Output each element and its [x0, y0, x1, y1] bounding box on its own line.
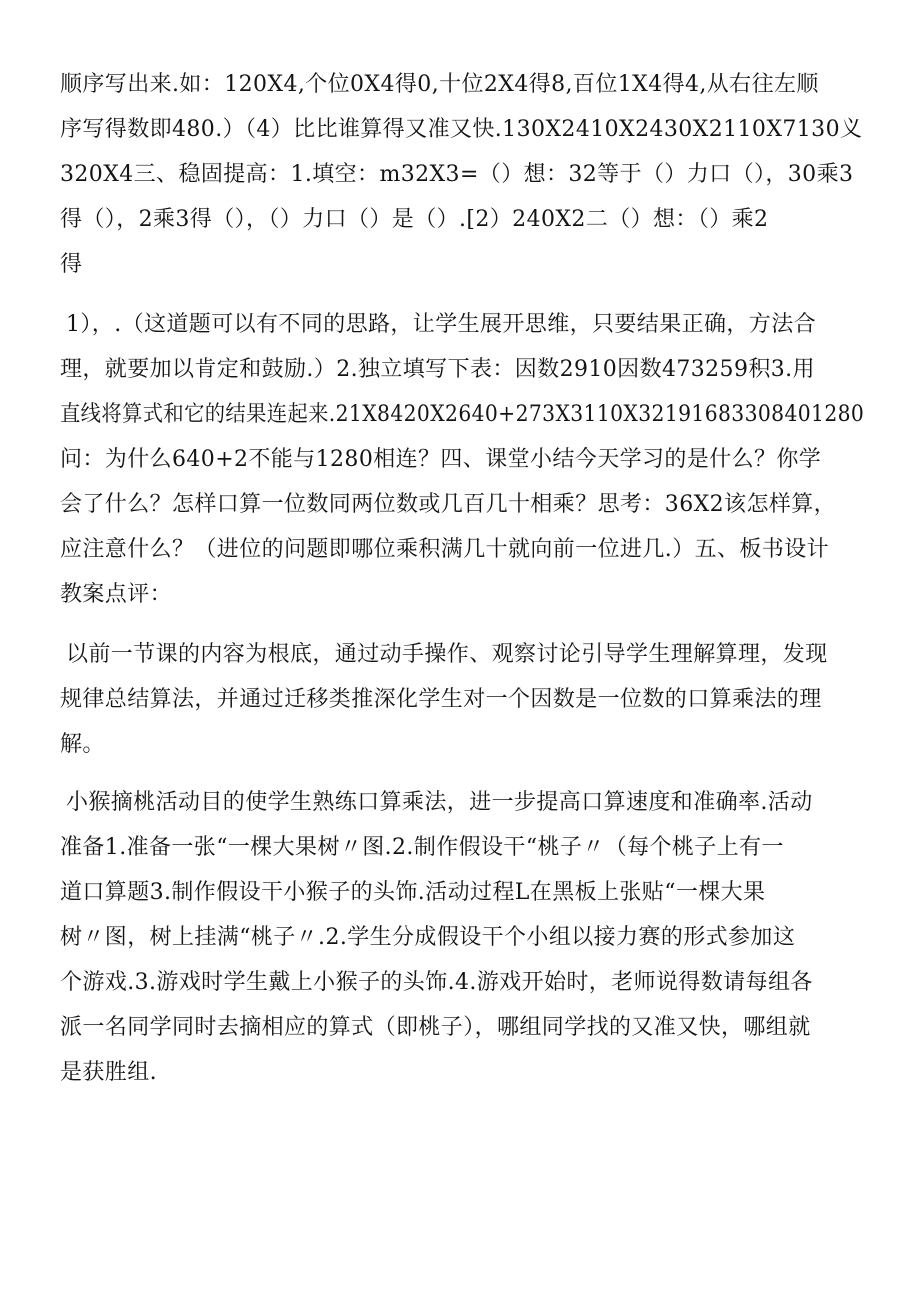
section-heading: 教案点评：	[60, 582, 173, 607]
text-line: 以前一节课的内容为根底，通过动手操作、观察讨论引导学生理解算理，发现	[66, 642, 828, 667]
text-line: 应注意什么？（进位的问题即哪位乘积满几十就向前一位进几.）五、板书设计	[60, 537, 829, 562]
text-line: 直线将算式和它的结果连起来.21X8420X2640+273X3110X32191683308401280	[60, 402, 865, 427]
text-line: 派一名同学同时去摘相应的算式（即桃子），哪组同学找的又准又快，哪组就	[60, 1015, 811, 1040]
text-line: 320X4三、稳固提高：1.填空：m32X3=（）想：32等于（）力口（），30乘3	[60, 162, 854, 187]
text-line: 理，就要加以肯定和鼓励.）2.独立填写下表：因数2910因数473259积3.用	[60, 357, 815, 382]
text-line: 树〃图，树上挂满“桃子〃.2.学生分成假设干个小组以接力赛的形式参加这	[60, 925, 796, 950]
text-line: 个游戏.3.游戏时学生戴上小猴子的头饰.4.游戏开始时，老师说得数请每组各	[60, 970, 813, 995]
text-line: 得	[60, 252, 83, 277]
text-line: 会了什么？怎样口算一位数同两位数或几百几十相乘？思考：36X2该怎样算，	[60, 492, 837, 517]
text-line: 得（），2乘3得（），（）力口（）是（）.[2）240X2二（）想：（）乘2	[60, 207, 769, 232]
text-line: 小猴摘桃活动目的使学生熟练口算乘法，进一步提高口算速度和准确率.活动	[66, 790, 813, 815]
text-line: 1），.（这道题可以有不同的思路，让学生展开思维，只要结果正确，方法合	[66, 312, 816, 337]
text-line: 解。	[60, 732, 105, 757]
text-line: 是获胜组.	[60, 1060, 157, 1085]
text-line: 道口算题3.制作假设干小猴子的头饰.活动过程L在黑板上张贴“一棵大果	[60, 880, 766, 905]
text-line: 问：为什么640+2不能与1280相连？四、课堂小结今天学习的是什么？你学	[60, 447, 822, 472]
text-line: 顺序写出来.如：120X4,个位0X4得0,十位2X4得8,百位1X4得4,从右往左顺	[60, 72, 819, 97]
text-line: 序写得数即480.）（4）比比谁算得又准又快.130X2410X2430X2110X7130义	[60, 117, 863, 142]
text-line: 准备1.准备一张“一棵大果树〃图.2.制作假设干“桃子〃（每个桃子上有一	[60, 835, 784, 860]
text-line: 规律总结算法，并通过迁移类推深化学生对一个因数是一位数的口算乘法的理	[60, 687, 822, 712]
